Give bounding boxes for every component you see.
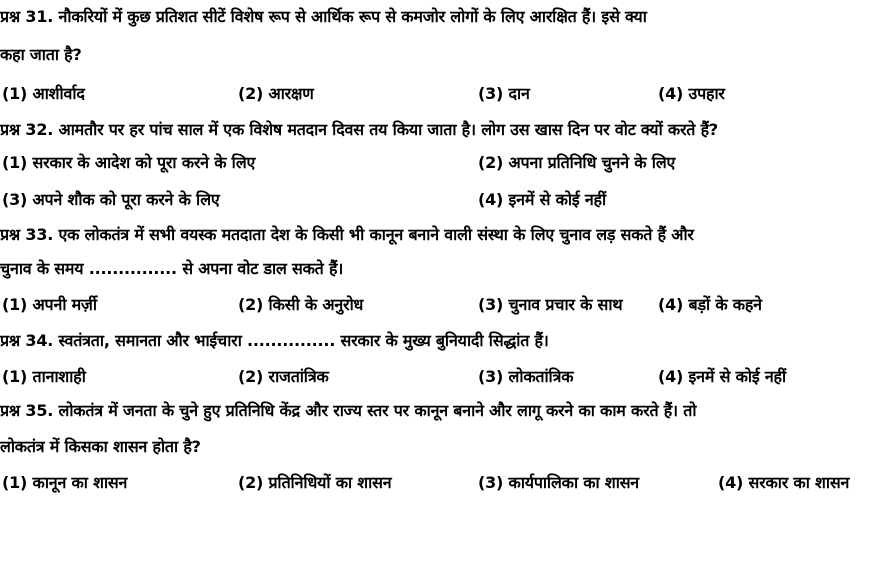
q32-option-3: (3) अपने शौक को पूरा करने के लिए	[2, 190, 220, 209]
q32-option-1: (1) सरकार के आदेश को पूरा करने के लिए	[2, 153, 256, 172]
q35-line-2: लोकतंत्र में किसका शासन होता है?	[0, 437, 201, 456]
q31-line-2: कहा जाता है?	[0, 45, 82, 64]
q35-line-1: प्रश्न 35. लोकतंत्र में जनता के चुने हुए प्रतिनिधि केंद्र और राज्य स्तर पर कानून बनाने और लागू करने का काम करते हैं। तो	[0, 401, 697, 420]
q33-option-3: (3) चुनाव प्रचार के साथ	[478, 295, 623, 314]
q33-option-1: (1) अपनी मर्ज़ी	[2, 295, 97, 314]
q34-option-2: (2) राजतांत्रिक	[238, 367, 329, 386]
q33-line-2: चुनाव के समय ............... से अपना वोट डाल सकते हैं।	[0, 259, 344, 278]
q31-line-1: प्रश्न 31. नौकरियों में कुछ प्रतिशत सीटें विशेष रूप से आर्थिक रूप से कमजोर लोगों के लिए आरक्षित हैं। इसे क्या	[0, 7, 647, 26]
q31-option-1: (1) आशीर्वाद	[2, 84, 85, 103]
q31-option-2: (2) आरक्षण	[238, 84, 314, 103]
q35-option-4: (4) सरकार का शासन	[718, 473, 850, 492]
q32-line-1: प्रश्न 32. आमतौर पर हर पांच साल में एक विशेष मतदान दिवस तय किया जाता है। लोग उस खास दिन पर वोट क्यों करते हैं?	[0, 120, 718, 139]
q35-option-1: (1) कानून का शासन	[2, 473, 128, 492]
q33-option-4: (4) बड़ों के कहने	[658, 295, 762, 314]
q33-line-1: प्रश्न 33. एक लोकतंत्र में सभी वयस्क मतदाता देश के किसी भी कानून बनाने वाली संस्था के लिए चुनाव लड़ सकते हैं और	[0, 225, 694, 244]
q35-option-2: (2) प्रतिनिधियों का शासन	[238, 473, 392, 492]
q31-option-3: (3) दान	[478, 84, 530, 103]
q34-option-4: (4) इनमें से कोई नहीं	[658, 367, 786, 386]
q35-option-3: (3) कार्यपालिका का शासन	[478, 473, 639, 492]
q31-option-4: (4) उपहार	[658, 84, 725, 103]
q34-line-1: प्रश्न 34. स्वतंत्रता, समानता और भाईचारा ............... सरकार के मुख्य बुनियादी सिद्धांत हैं।	[0, 331, 549, 350]
q34-option-1: (1) तानाशाही	[2, 367, 86, 386]
q32-option-2: (2) अपना प्रतिनिधि चुनने के लिए	[478, 153, 676, 172]
q33-option-2: (2) किसी के अनुरोध	[238, 295, 364, 314]
q34-option-3: (3) लोकतांत्रिक	[478, 367, 574, 386]
q32-option-4: (4) इनमें से कोई नहीं	[478, 190, 606, 209]
